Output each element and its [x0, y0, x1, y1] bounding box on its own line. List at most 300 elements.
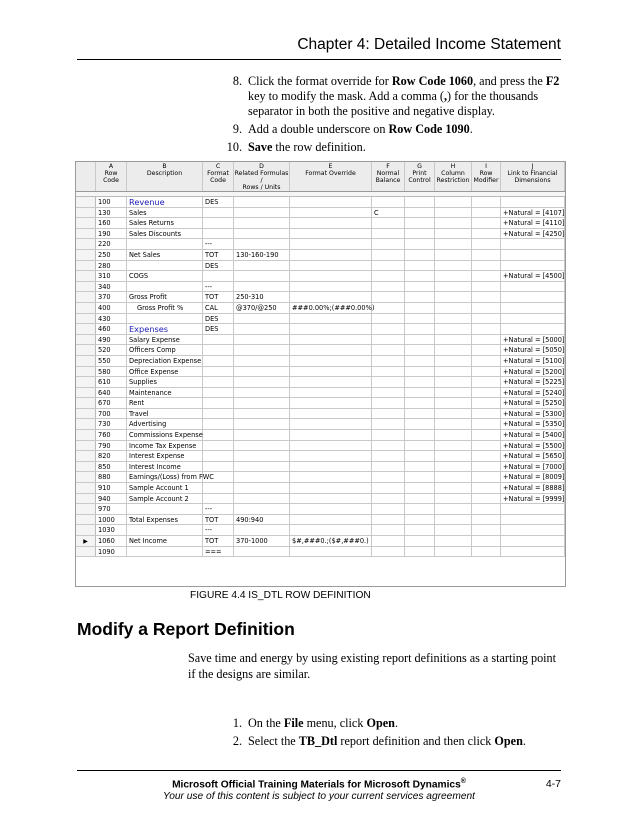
cell-f[interactable] — [372, 430, 405, 440]
cell-f[interactable] — [372, 229, 405, 239]
row-selector[interactable] — [76, 536, 96, 546]
cell-j[interactable] — [501, 324, 565, 334]
table-row[interactable] — [76, 451, 565, 462]
cell-j[interactable]: +Natural = [5100] — [503, 356, 565, 365]
cell-i[interactable] — [472, 536, 501, 546]
cell-c[interactable]: --- — [203, 239, 234, 249]
table-row[interactable] — [76, 218, 565, 229]
cell-f[interactable] — [372, 547, 405, 557]
cell-h[interactable] — [435, 303, 472, 313]
cell-c[interactable] — [203, 451, 234, 461]
cell-g[interactable] — [405, 282, 435, 292]
cell-d[interactable]: 250-310 — [234, 292, 290, 302]
cell-e[interactable] — [290, 324, 372, 334]
cell-j[interactable]: +Natural = [5050] — [503, 346, 565, 355]
cell-h[interactable] — [435, 504, 472, 514]
cell-j[interactable] — [501, 282, 565, 292]
cell-a[interactable]: 130 — [96, 208, 127, 218]
row-selector[interactable] — [76, 356, 96, 366]
cell-j[interactable] — [501, 525, 565, 535]
cell-g[interactable] — [405, 547, 435, 557]
row-selector[interactable] — [76, 441, 96, 451]
column-header-i[interactable] — [472, 162, 501, 191]
row-selector[interactable] — [76, 367, 96, 377]
cell-d[interactable] — [234, 208, 290, 218]
cell-g[interactable] — [405, 239, 435, 249]
cell-e[interactable] — [290, 472, 372, 482]
table-row[interactable] — [76, 377, 565, 388]
cell-i[interactable] — [472, 303, 501, 313]
cell-a[interactable]: 520 — [96, 345, 127, 355]
cell-a[interactable]: 430 — [96, 314, 127, 324]
table-row[interactable] — [76, 335, 565, 346]
cell-c[interactable] — [203, 494, 234, 504]
column-header-a[interactable] — [96, 162, 127, 191]
cell-c[interactable]: --- — [203, 525, 234, 535]
column-header-g[interactable] — [405, 162, 435, 191]
cell-c[interactable]: DES — [203, 324, 234, 334]
cell-f[interactable] — [372, 494, 405, 504]
cell-j[interactable]: +Natural = [5400] — [503, 431, 565, 440]
row-selector[interactable] — [76, 197, 96, 207]
cell-f[interactable] — [372, 462, 405, 472]
table-row[interactable] — [76, 261, 565, 272]
cell-e[interactable] — [290, 261, 372, 271]
cell-d[interactable] — [234, 430, 290, 440]
row-selector[interactable] — [76, 345, 96, 355]
cell-a[interactable]: 490 — [96, 335, 127, 345]
cell-c[interactable]: TOT — [203, 250, 234, 260]
cell-c[interactable] — [203, 208, 234, 218]
cell-e[interactable] — [290, 335, 372, 345]
column-header-c[interactable] — [203, 162, 234, 191]
cell-h[interactable] — [435, 218, 472, 228]
table-row[interactable] — [76, 419, 565, 430]
cell-e[interactable] — [290, 409, 372, 419]
cell-a[interactable]: 1030 — [96, 525, 127, 535]
cell-c[interactable] — [203, 356, 234, 366]
cell-h[interactable] — [435, 208, 472, 218]
cell-a[interactable]: 940 — [96, 494, 127, 504]
cell-b[interactable]: Sales Discounts — [127, 229, 203, 239]
cell-f[interactable] — [372, 409, 405, 419]
cell-e[interactable] — [290, 367, 372, 377]
cell-g[interactable] — [405, 441, 435, 451]
cell-g[interactable] — [405, 525, 435, 535]
cell-a[interactable]: 460 — [96, 324, 127, 334]
cell-b[interactable] — [127, 547, 203, 557]
column-header-b[interactable] — [127, 162, 203, 191]
cell-h[interactable] — [435, 345, 472, 355]
cell-d[interactable] — [234, 504, 290, 514]
cell-c[interactable] — [203, 271, 234, 281]
cell-i[interactable] — [472, 377, 501, 387]
cell-i[interactable] — [472, 250, 501, 260]
cell-a[interactable]: 670 — [96, 398, 127, 408]
cell-b[interactable]: Revenue — [127, 197, 203, 207]
table-row[interactable] — [76, 292, 565, 303]
cell-i[interactable] — [472, 441, 501, 451]
cell-h[interactable] — [435, 525, 472, 535]
cell-c[interactable]: --- — [203, 282, 234, 292]
cell-b[interactable]: Gross Profit % — [127, 303, 203, 313]
cell-d[interactable] — [234, 525, 290, 535]
cell-c[interactable] — [203, 462, 234, 472]
cell-g[interactable] — [405, 419, 435, 429]
table-row[interactable] — [76, 536, 565, 547]
cell-a[interactable]: 400 — [96, 303, 127, 313]
cell-d[interactable] — [234, 547, 290, 557]
cell-c[interactable] — [203, 398, 234, 408]
cell-j[interactable]: +Natural = [5650] — [503, 452, 565, 461]
cell-h[interactable] — [435, 430, 472, 440]
cell-b[interactable] — [127, 525, 203, 535]
cell-i[interactable] — [472, 388, 501, 398]
cell-f[interactable] — [372, 303, 405, 313]
cell-h[interactable] — [435, 229, 472, 239]
row-selector[interactable] — [76, 239, 96, 249]
row-selector[interactable] — [76, 430, 96, 440]
cell-c[interactable] — [203, 472, 234, 482]
table-row[interactable] — [76, 271, 565, 282]
cell-c[interactable]: === — [203, 547, 234, 557]
cell-g[interactable] — [405, 303, 435, 313]
row-selector[interactable] — [76, 419, 96, 429]
cell-c[interactable]: CAL — [203, 303, 234, 313]
cell-g[interactable] — [405, 208, 435, 218]
cell-d[interactable]: 130-160-190 — [234, 250, 290, 260]
row-selector[interactable] — [76, 335, 96, 345]
cell-j[interactable]: +Natural = [5000] — [503, 335, 565, 344]
cell-i[interactable] — [472, 462, 501, 472]
cell-h[interactable] — [435, 261, 472, 271]
row-selector[interactable] — [76, 462, 96, 472]
cell-c[interactable] — [203, 483, 234, 493]
cell-h[interactable] — [435, 472, 472, 482]
cell-a[interactable]: 370 — [96, 292, 127, 302]
cell-e[interactable] — [290, 398, 372, 408]
column-header-d[interactable] — [234, 162, 290, 191]
cell-a[interactable]: 790 — [96, 441, 127, 451]
cell-h[interactable] — [435, 515, 472, 525]
cell-e[interactable] — [290, 430, 372, 440]
table-row[interactable] — [76, 197, 565, 208]
table-row[interactable] — [76, 303, 565, 314]
cell-g[interactable] — [405, 409, 435, 419]
cell-b[interactable]: Total Expenses — [127, 515, 203, 525]
cell-i[interactable] — [472, 472, 501, 482]
cell-i[interactable] — [472, 525, 501, 535]
cell-e[interactable] — [290, 494, 372, 504]
cell-i[interactable] — [472, 494, 501, 504]
cell-e[interactable] — [290, 218, 372, 228]
cell-g[interactable] — [405, 261, 435, 271]
row-selector[interactable] — [76, 271, 96, 281]
table-row[interactable] — [76, 208, 565, 219]
row-selector[interactable] — [76, 409, 96, 419]
cell-c[interactable]: --- — [203, 504, 234, 514]
cell-a[interactable]: 250 — [96, 250, 127, 260]
cell-g[interactable] — [405, 250, 435, 260]
cell-j[interactable] — [501, 547, 565, 557]
cell-c[interactable]: DES — [203, 314, 234, 324]
cell-e[interactable] — [290, 419, 372, 429]
row-selector[interactable] — [76, 303, 96, 313]
cell-e[interactable] — [290, 250, 372, 260]
cell-f[interactable] — [372, 504, 405, 514]
row-selector[interactable] — [76, 388, 96, 398]
cell-j[interactable]: +Natural = [5250] — [503, 399, 565, 408]
cell-h[interactable] — [435, 356, 472, 366]
row-selector[interactable] — [76, 208, 96, 218]
cell-b[interactable]: Maintenance — [127, 388, 203, 398]
cell-f[interactable] — [372, 398, 405, 408]
cell-g[interactable] — [405, 472, 435, 482]
table-row[interactable] — [76, 472, 565, 483]
cell-i[interactable] — [472, 271, 501, 281]
cell-e[interactable] — [290, 292, 372, 302]
cell-i[interactable] — [472, 282, 501, 292]
cell-f[interactable] — [372, 525, 405, 535]
row-selector[interactable] — [76, 547, 96, 557]
cell-f[interactable] — [372, 239, 405, 249]
row-selector[interactable] — [76, 377, 96, 387]
row-selector[interactable] — [76, 504, 96, 514]
cell-e[interactable] — [290, 282, 372, 292]
cell-b[interactable] — [127, 282, 203, 292]
cell-b[interactable]: Supplies — [127, 377, 203, 387]
table-row[interactable] — [76, 504, 565, 515]
cell-e[interactable] — [290, 388, 372, 398]
cell-f[interactable] — [372, 261, 405, 271]
cell-c[interactable]: DES — [203, 261, 234, 271]
cell-h[interactable] — [435, 409, 472, 419]
cell-j[interactable] — [501, 261, 565, 271]
cell-f[interactable] — [372, 483, 405, 493]
cell-d[interactable] — [234, 345, 290, 355]
cell-h[interactable] — [435, 462, 472, 472]
cell-f[interactable] — [372, 356, 405, 366]
cell-g[interactable] — [405, 377, 435, 387]
cell-c[interactable] — [203, 430, 234, 440]
cell-d[interactable] — [234, 314, 290, 324]
row-selector[interactable] — [76, 398, 96, 408]
cell-i[interactable] — [472, 367, 501, 377]
cell-a[interactable]: 580 — [96, 367, 127, 377]
cell-g[interactable] — [405, 271, 435, 281]
cell-i[interactable] — [472, 504, 501, 514]
cell-g[interactable] — [405, 292, 435, 302]
row-selector[interactable] — [76, 292, 96, 302]
cell-b[interactable] — [127, 239, 203, 249]
cell-i[interactable] — [472, 208, 501, 218]
table-row[interactable] — [76, 367, 565, 378]
cell-e[interactable] — [290, 356, 372, 366]
cell-c[interactable]: TOT — [203, 292, 234, 302]
row-selector[interactable] — [76, 218, 96, 228]
cell-d[interactable] — [234, 409, 290, 419]
cell-i[interactable] — [472, 335, 501, 345]
cell-g[interactable] — [405, 388, 435, 398]
cell-b[interactable]: Office Expense — [127, 367, 203, 377]
cell-c[interactable] — [203, 367, 234, 377]
cell-f[interactable] — [372, 388, 405, 398]
cell-d[interactable] — [234, 398, 290, 408]
cell-h[interactable] — [435, 377, 472, 387]
cell-h[interactable] — [435, 239, 472, 249]
cell-i[interactable] — [472, 314, 501, 324]
cell-e[interactable] — [290, 377, 372, 387]
table-row[interactable] — [76, 494, 565, 505]
row-selector[interactable] — [76, 525, 96, 535]
table-row[interactable] — [76, 356, 565, 367]
cell-a[interactable]: 550 — [96, 356, 127, 366]
cell-j[interactable] — [501, 303, 565, 313]
table-row[interactable] — [76, 250, 565, 261]
table-row[interactable] — [76, 282, 565, 293]
cell-d[interactable] — [234, 239, 290, 249]
cell-c[interactable]: DES — [203, 197, 234, 207]
cell-j[interactable]: +Natural = [4500] — [503, 272, 565, 281]
cell-i[interactable] — [472, 409, 501, 419]
cell-a[interactable]: 970 — [96, 504, 127, 514]
table-row[interactable] — [76, 409, 565, 420]
cell-b[interactable]: Gross Profit — [127, 292, 203, 302]
cell-e[interactable] — [290, 504, 372, 514]
cell-b[interactable]: COGS — [127, 271, 203, 281]
cell-i[interactable] — [472, 292, 501, 302]
cell-f[interactable] — [372, 367, 405, 377]
cell-f[interactable] — [372, 250, 405, 260]
table-row[interactable] — [76, 314, 565, 325]
table-row[interactable] — [76, 515, 565, 526]
cell-d[interactable] — [234, 367, 290, 377]
cell-e[interactable]: ###0.00%;(###0.00%) — [292, 303, 375, 312]
cell-j[interactable] — [501, 239, 565, 249]
cell-d[interactable] — [234, 462, 290, 472]
cell-c[interactable]: TOT — [203, 536, 234, 546]
cell-j[interactable]: +Natural = [5500] — [503, 441, 565, 450]
cell-c[interactable] — [203, 419, 234, 429]
table-row[interactable] — [76, 462, 565, 473]
cell-b[interactable]: Advertising — [127, 419, 203, 429]
cell-a[interactable]: 610 — [96, 377, 127, 387]
cell-g[interactable] — [405, 335, 435, 345]
cell-i[interactable] — [472, 345, 501, 355]
cell-d[interactable] — [234, 356, 290, 366]
cell-g[interactable] — [405, 218, 435, 228]
table-row[interactable] — [76, 430, 565, 441]
table-row[interactable] — [76, 547, 565, 558]
row-selector[interactable] — [76, 314, 96, 324]
cell-a[interactable]: 1060 — [96, 536, 127, 546]
cell-c[interactable] — [203, 441, 234, 451]
cell-j[interactable] — [501, 250, 565, 260]
cell-i[interactable] — [472, 419, 501, 429]
cell-g[interactable] — [405, 345, 435, 355]
row-selector[interactable] — [76, 250, 96, 260]
cell-i[interactable] — [472, 324, 501, 334]
cell-a[interactable]: 760 — [96, 430, 127, 440]
cell-e[interactable] — [290, 314, 372, 324]
cell-f[interactable] — [372, 335, 405, 345]
cell-f[interactable] — [372, 324, 405, 334]
cell-f[interactable] — [372, 271, 405, 281]
cell-g[interactable] — [405, 398, 435, 408]
cell-h[interactable] — [435, 451, 472, 461]
cell-f[interactable]: C — [372, 208, 405, 218]
cell-b[interactable]: Earnings/(Loss) from FWC — [129, 473, 214, 482]
cell-i[interactable] — [472, 547, 501, 557]
cell-d[interactable] — [234, 335, 290, 345]
row-selector[interactable] — [76, 229, 96, 239]
cell-d[interactable]: 370-1000 — [234, 536, 290, 546]
table-row[interactable] — [76, 345, 565, 356]
cell-b[interactable]: Commissions Expense — [129, 431, 203, 440]
cell-a[interactable]: 880 — [96, 472, 127, 482]
cell-h[interactable] — [435, 398, 472, 408]
cell-f[interactable] — [372, 472, 405, 482]
table-row[interactable] — [76, 239, 565, 250]
cell-j[interactable] — [501, 314, 565, 324]
cell-d[interactable] — [234, 483, 290, 493]
cell-a[interactable]: 700 — [96, 409, 127, 419]
row-selector[interactable] — [76, 494, 96, 504]
cell-i[interactable] — [472, 239, 501, 249]
cell-e[interactable] — [290, 208, 372, 218]
cell-f[interactable] — [372, 345, 405, 355]
cell-j[interactable]: +Natural = [5350] — [503, 420, 565, 429]
cell-d[interactable] — [234, 261, 290, 271]
cell-i[interactable] — [472, 356, 501, 366]
cell-b[interactable]: Expenses — [127, 324, 203, 334]
cell-e[interactable] — [290, 345, 372, 355]
cell-d[interactable] — [234, 218, 290, 228]
cell-d[interactable] — [234, 441, 290, 451]
cell-e[interactable]: $#,###0.;($#,###0.) — [290, 536, 372, 546]
cell-h[interactable] — [435, 547, 472, 557]
cell-j[interactable]: +Natural = [8888] — [503, 484, 565, 493]
cell-b[interactable]: Net Sales — [127, 250, 203, 260]
cell-h[interactable] — [435, 388, 472, 398]
cell-j[interactable] — [501, 197, 565, 207]
cell-b[interactable]: Interest Income — [127, 462, 203, 472]
table-row[interactable] — [76, 483, 565, 494]
cell-h[interactable] — [435, 282, 472, 292]
table-row[interactable] — [76, 324, 565, 335]
cell-h[interactable] — [435, 367, 472, 377]
cell-g[interactable] — [405, 462, 435, 472]
cell-h[interactable] — [435, 335, 472, 345]
cell-a[interactable]: 340 — [96, 282, 127, 292]
cell-d[interactable] — [234, 494, 290, 504]
row-selector[interactable] — [76, 324, 96, 334]
cell-a[interactable]: 310 — [96, 271, 127, 281]
cell-e[interactable] — [290, 483, 372, 493]
cell-j[interactable]: +Natural = [8009] — [503, 473, 565, 482]
cell-j[interactable] — [501, 515, 565, 525]
cell-i[interactable] — [472, 515, 501, 525]
cell-d[interactable] — [234, 282, 290, 292]
cell-f[interactable] — [372, 292, 405, 302]
cell-a[interactable]: 100 — [96, 197, 127, 207]
cell-b[interactable]: Sales Returns — [127, 218, 203, 228]
cell-j[interactable]: +Natural = [4110] — [503, 219, 565, 228]
cell-d[interactable] — [234, 472, 290, 482]
cell-j[interactable] — [501, 504, 565, 514]
column-header-e[interactable] — [290, 162, 372, 191]
cell-i[interactable] — [472, 261, 501, 271]
